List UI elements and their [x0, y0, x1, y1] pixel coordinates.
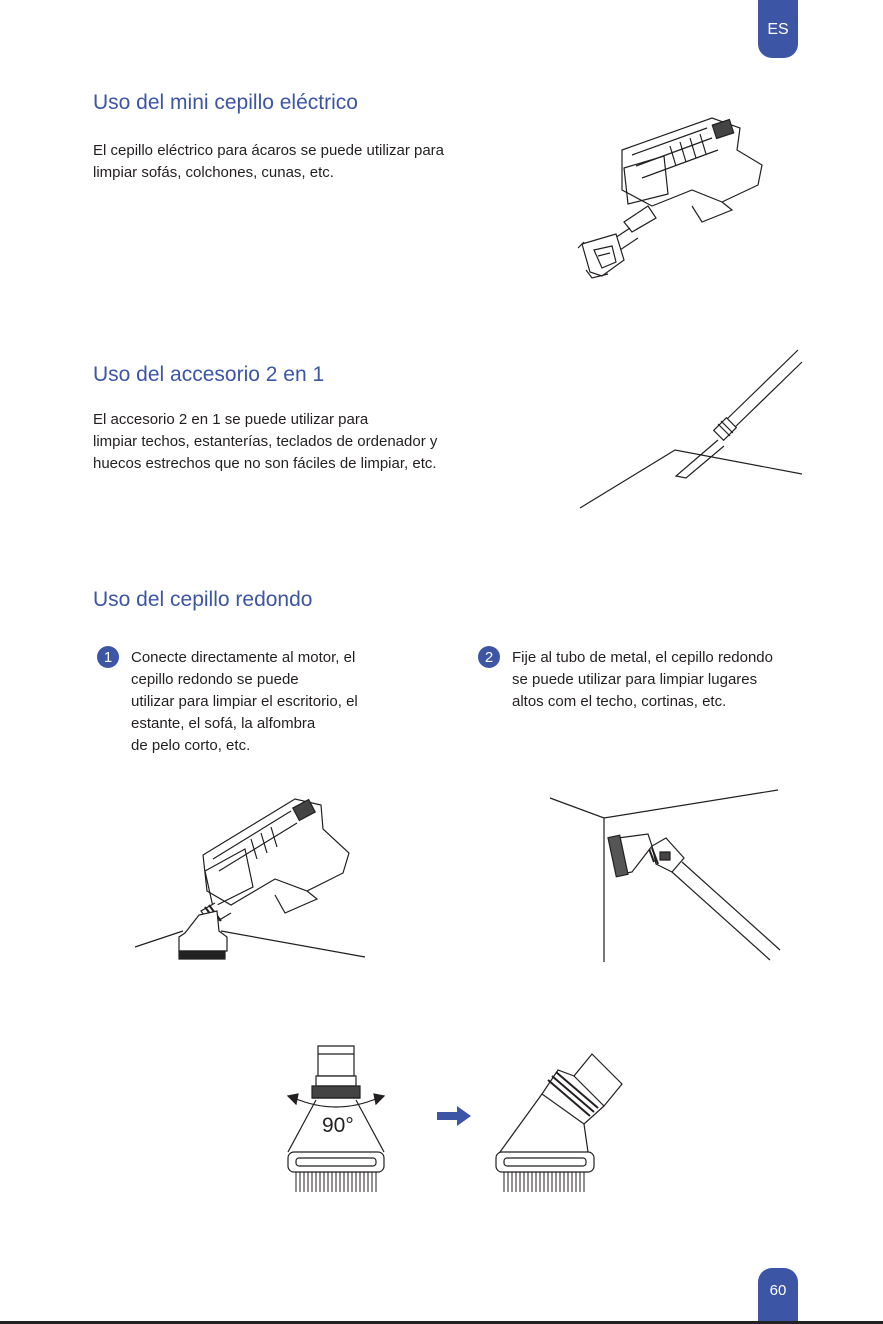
- text-line: El cepillo eléctrico para ácaros se puede utilizar para: [93, 142, 445, 159]
- mini-brush-illustration: [572, 110, 772, 282]
- round-brush-rotation-after: [488, 1050, 628, 1196]
- 2in1-ceiling-illustration: [580, 350, 805, 510]
- text-line: huecos estrechos que no son fáciles de limpiar, etc.: [93, 455, 437, 472]
- text-line: limpiar techos, estanterías, teclados de ordenador y: [93, 433, 438, 450]
- text-line: Conecte directamente al motor, el: [131, 649, 356, 666]
- page-number: 60: [758, 1268, 798, 1324]
- heading-2in1: Uso del accesorio 2 en 1: [93, 363, 325, 386]
- text-line: utilizar para limpiar el escritorio, el: [131, 693, 358, 710]
- text-line: estante, el sofá, la alfombra: [131, 715, 316, 732]
- step-1-text: [131, 647, 358, 757]
- text-line: altos com el techo, cortinas, etc.: [512, 693, 727, 710]
- rotation-angle-label: 90°: [322, 1114, 354, 1137]
- mini-brush-description: [93, 140, 444, 184]
- text-line: cepillo redondo se puede: [131, 671, 299, 688]
- text-line: El accesorio 2 en 1 se puede utilizar para: [93, 411, 369, 428]
- text-line: limpiar sofás, colchones, cunas, etc.: [93, 164, 334, 181]
- text-line: Fije al tubo de metal, el cepillo redondo: [512, 649, 773, 666]
- round-brush-on-tube-illustration: [548, 786, 780, 964]
- text-line: de pelo corto, etc.: [131, 737, 251, 754]
- step-number-2: 2: [478, 646, 500, 668]
- heading-mini-brush: Uso del mini cepillo eléctrico: [93, 91, 358, 114]
- step-2-text: [512, 647, 773, 713]
- text-line: se puede utilizar para limpiar lugares: [512, 671, 758, 688]
- heading-round-brush: Uso del cepillo redondo: [93, 588, 313, 611]
- round-brush-on-motor-illustration: [135, 795, 367, 963]
- 2in1-description: [93, 409, 437, 475]
- language-tab: ES: [758, 0, 798, 58]
- step-number-1: 1: [97, 646, 119, 668]
- right-arrow-icon: [437, 1106, 471, 1126]
